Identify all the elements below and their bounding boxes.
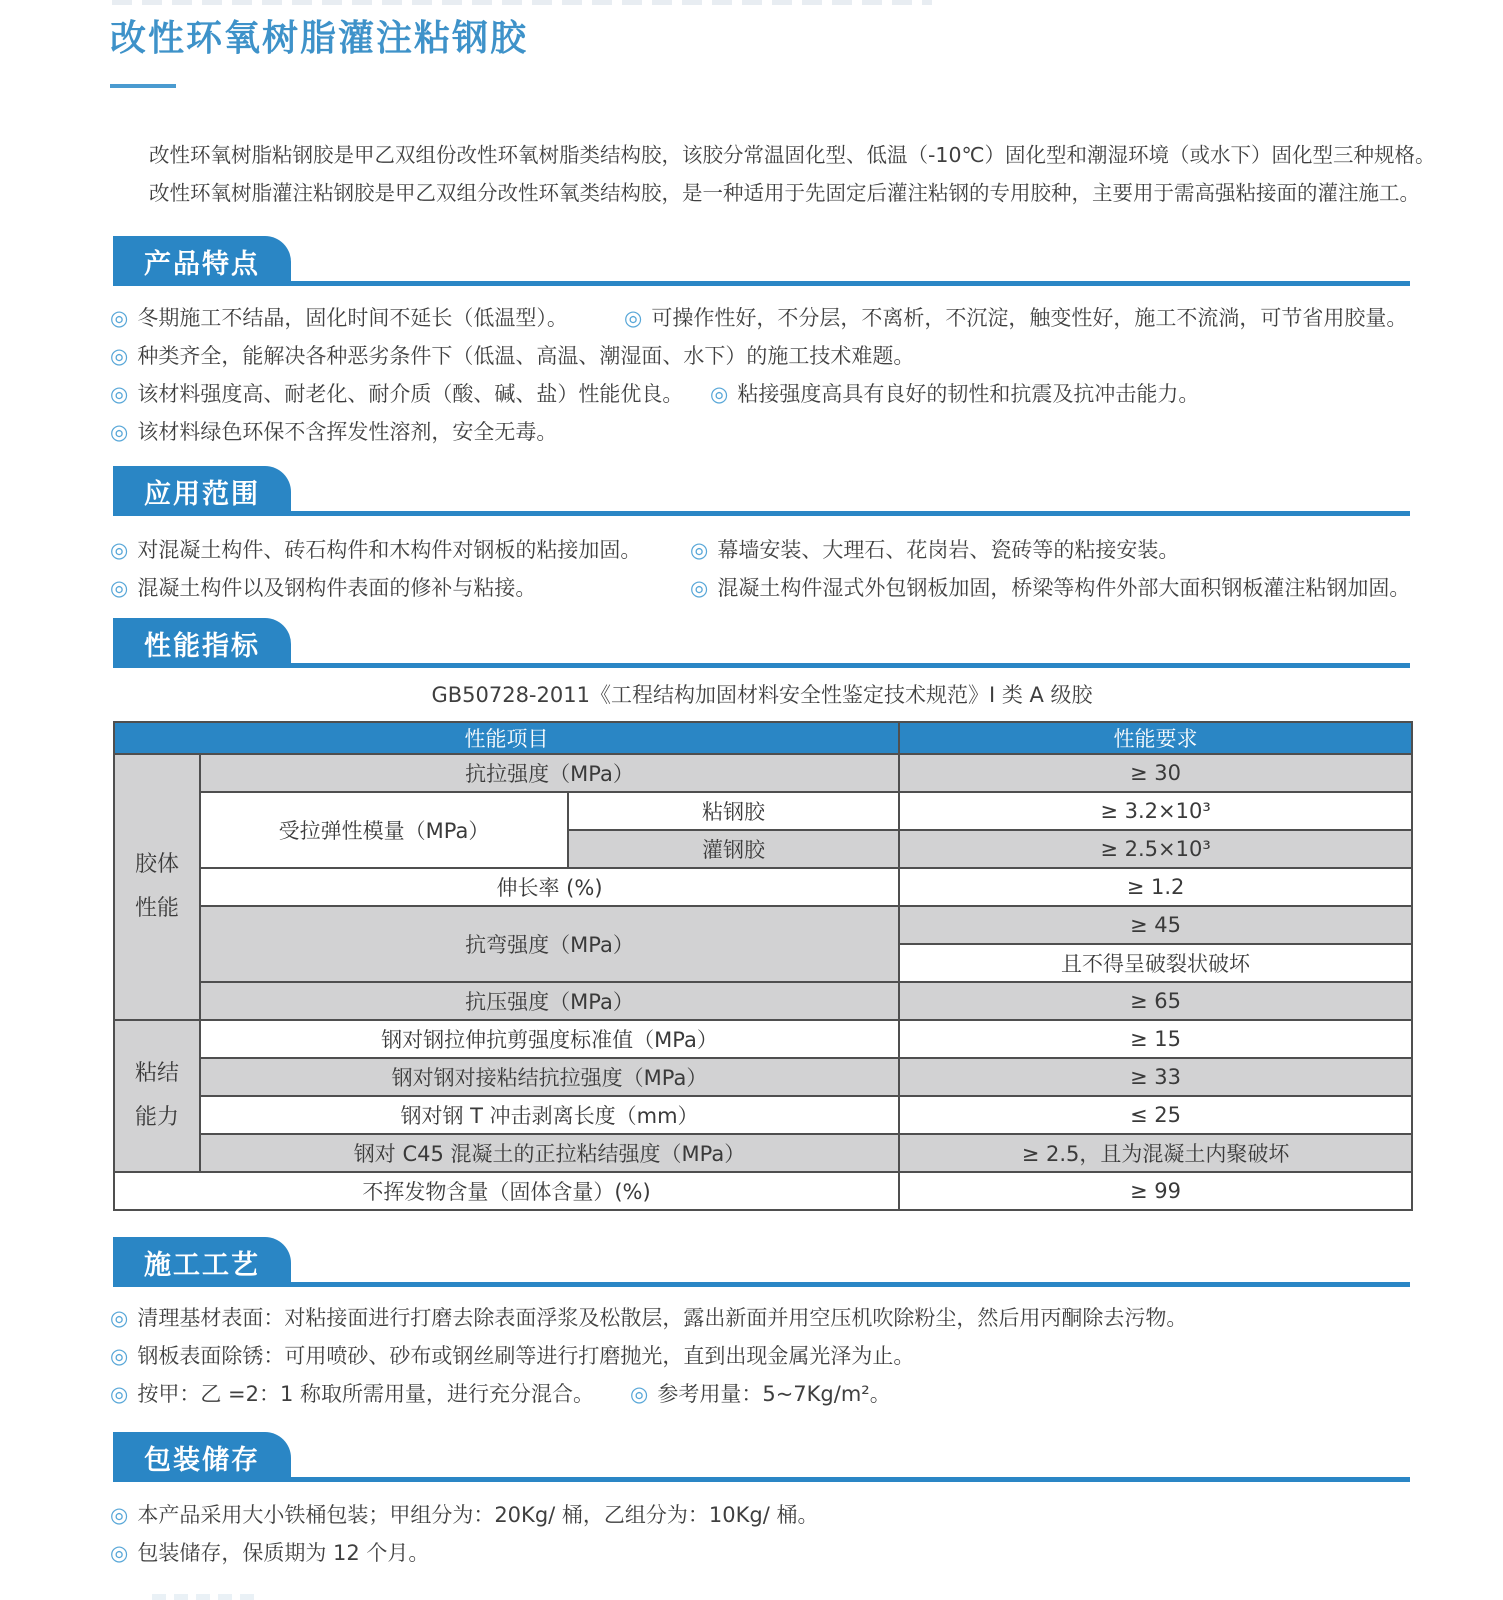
table-header-item: 性能项目 <box>114 722 899 754</box>
table-cell-value: ≥ 45 <box>899 906 1412 944</box>
list-item <box>110 1337 914 1375</box>
list-item <box>630 1375 891 1413</box>
table-cell-label: 不挥发物含量（固体含量）(%) <box>114 1172 899 1210</box>
table-cell-label: 钢对钢拉伸抗剪强度标准值（MPa） <box>200 1020 899 1058</box>
section-badge-applications: 应用范围 <box>113 466 291 516</box>
bullet-icon: ◎ <box>624 306 643 330</box>
list-item <box>690 569 1410 607</box>
intro-line: 改性环氧树脂灌注粘钢胶是甲乙双组分改性环氧类结构胶，是一种适用于先固定后灌注粘钢的专用胶种，主要用于需高强粘接面的灌注施工。 <box>149 181 1420 205</box>
list-item <box>110 413 557 451</box>
list-item <box>110 569 536 607</box>
table-cell-sublabel: 灌钢胶 <box>568 830 899 868</box>
page-title: 改性环氧树脂灌注粘钢胶 <box>110 18 529 59</box>
list-item-text: 本产品采用大小铁桶包装；甲组分为：20Kg/ 桶，乙组分为：10Kg/ 桶。 <box>137 1503 819 1527</box>
list-item-text: 该材料强度高、耐老化、耐介质（酸、碱、盐）性能优良。 <box>137 382 684 406</box>
section-badge-process: 施工工艺 <box>113 1237 291 1287</box>
table-cell-label: 钢对 C45 混凝土的正拉粘结强度（MPa） <box>200 1134 899 1172</box>
list-item-text: 混凝土构件以及钢构件表面的修补与粘接。 <box>137 576 537 600</box>
bullet-row <box>110 1496 1410 1534</box>
bullet-row <box>110 531 1410 569</box>
list-item-text: 幕墙安装、大理石、花岗岩、瓷砖等的粘接安装。 <box>717 538 1180 562</box>
table-row <box>114 906 1412 944</box>
section-divider-line <box>113 1477 1410 1482</box>
bullet-icon: ◎ <box>690 538 709 562</box>
performance-table-caption: GB50728-2011《工程结构加固材料安全性鉴定技术规范》I 类 A 级胶 <box>431 683 1093 707</box>
list-item-text: 按甲：乙 =2：1 称取所需用量，进行充分混合。 <box>137 1382 594 1406</box>
bullet-row <box>110 299 1410 337</box>
section-divider-line <box>113 511 1410 516</box>
list-item-text: 该材料绿色环保不含挥发性溶剂，安全无毒。 <box>137 420 558 444</box>
section-header-applications <box>113 466 1410 516</box>
table-cell-value: ≥ 2.5，且为混凝土内聚破坏 <box>899 1134 1412 1172</box>
list-item <box>110 337 914 375</box>
bullet-icon: ◎ <box>110 1503 129 1527</box>
table-row <box>114 1134 1412 1172</box>
list-item-text: 可操作性好，不分层，不离析，不沉淀，触变性好，施工不流淌，可节省用胶量。 <box>651 306 1408 330</box>
list-item-text: 钢板表面除锈：可用喷砂、砂布或钢丝刷等进行打磨抛光，直到出现金属光泽为止。 <box>137 1344 915 1368</box>
intro-paragraph <box>149 136 1436 212</box>
bullet-row <box>110 375 1410 413</box>
bullet-icon: ◎ <box>110 1306 129 1330</box>
bullet-icon: ◎ <box>110 382 129 406</box>
table-cell-value: ≥ 33 <box>899 1058 1412 1096</box>
applications-bullet-list <box>110 531 1410 607</box>
bullet-row <box>110 413 1410 451</box>
cropped-text-artifact-top <box>112 0 932 5</box>
process-bullet-list <box>110 1299 1410 1413</box>
bullet-icon: ◎ <box>630 1382 649 1406</box>
list-item <box>110 375 683 413</box>
list-item-text: 粘接强度高具有良好的韧性和抗震及抗冲击能力。 <box>737 382 1200 406</box>
table-cell-label: 抗弯强度（MPa） <box>200 906 899 982</box>
table-cell-value: ≥ 3.2×10³ <box>899 792 1412 830</box>
table-cell-value: ≥ 99 <box>899 1172 1412 1210</box>
list-item <box>110 1496 818 1534</box>
section-badge-performance: 性能指标 <box>113 618 291 668</box>
bullet-icon: ◎ <box>110 306 129 330</box>
bullet-row <box>110 1299 1410 1337</box>
section-divider-line <box>113 1282 1410 1287</box>
bullet-icon: ◎ <box>110 1344 129 1368</box>
table-group-cell-bonding: 粘结能力 <box>114 1020 200 1172</box>
table-cell-label: 伸长率 (%) <box>200 868 899 906</box>
table-cell-value: 且不得呈破裂状破坏 <box>899 944 1412 982</box>
list-item <box>110 1534 429 1572</box>
bullet-row <box>110 1375 1410 1413</box>
cropped-text-artifact-bottom <box>152 1594 262 1600</box>
table-cell-value: ≥ 1.2 <box>899 868 1412 906</box>
table-cell-value: ≥ 2.5×10³ <box>899 830 1412 868</box>
table-cell-value: ≥ 65 <box>899 982 1412 1020</box>
table-cell-sublabel: 粘钢胶 <box>568 792 899 830</box>
table-row <box>114 1058 1412 1096</box>
section-divider-line <box>113 663 1410 668</box>
table-row <box>114 1020 1412 1058</box>
features-bullet-list <box>110 299 1410 451</box>
table-row <box>114 982 1412 1020</box>
intro-line: 改性环氧树脂粘钢胶是甲乙双组份改性环氧树脂类结构胶，该胶分常温固化型、低温（-10℃）固化型和潮湿环境（或水下）固化型三种规格。 <box>149 143 1436 167</box>
table-cell-label: 钢对钢 T 冲击剥离长度（mm） <box>200 1096 899 1134</box>
list-item <box>690 531 1179 569</box>
bullet-row <box>110 1534 1410 1572</box>
section-badge-packaging: 包装储存 <box>113 1432 291 1482</box>
list-item <box>110 1299 1187 1337</box>
table-cell-label: 钢对钢对接粘结抗拉强度（MPa） <box>200 1058 899 1096</box>
bullet-icon: ◎ <box>110 576 129 600</box>
list-item <box>110 1375 594 1413</box>
table-header-row <box>114 722 1412 754</box>
table-row <box>114 868 1412 906</box>
table-cell-label: 抗压强度（MPa） <box>200 982 899 1020</box>
list-item-text: 清理基材表面：对粘接面进行打磨去除表面浮浆及松散层，露出新面并用空压机吹除粉尘，然后用丙酮除去污物。 <box>137 1306 1188 1330</box>
packaging-bullet-list <box>110 1496 1410 1572</box>
list-item <box>710 375 1199 413</box>
table-row <box>114 754 1412 792</box>
table-row <box>114 1172 1412 1210</box>
list-item-text: 包装储存，保质期为 12 个月。 <box>137 1541 430 1565</box>
bullet-icon: ◎ <box>110 538 129 562</box>
table-cell-value: ≥ 15 <box>899 1020 1412 1058</box>
bullet-icon: ◎ <box>110 1541 129 1565</box>
section-header-packaging <box>113 1432 1410 1482</box>
bullet-row <box>110 569 1410 607</box>
bullet-icon: ◎ <box>110 344 129 368</box>
table-cell-value: ≥ 30 <box>899 754 1412 792</box>
section-badge-features: 产品特点 <box>113 236 291 286</box>
performance-table <box>113 721 1413 1211</box>
section-header-performance <box>113 618 1410 668</box>
table-row <box>114 792 1412 830</box>
list-item <box>110 299 568 337</box>
list-item <box>110 531 641 569</box>
table-row <box>114 1096 1412 1134</box>
bullet-icon: ◎ <box>110 420 129 444</box>
section-header-process <box>113 1237 1410 1287</box>
table-cell-label: 抗拉强度（MPa） <box>200 754 899 792</box>
list-item-text: 冬期施工不结晶，固化时间不延长（低温型）。 <box>137 306 568 330</box>
bullet-row <box>110 337 1410 375</box>
list-item-text: 对混凝土构件、砖石构件和木构件对钢板的粘接加固。 <box>137 538 642 562</box>
table-cell-label: 受拉弹性模量（MPa） <box>200 792 568 868</box>
list-item-text: 参考用量：5~7Kg/m²。 <box>657 1382 891 1406</box>
list-item <box>624 299 1407 337</box>
bullet-icon: ◎ <box>710 382 729 406</box>
bullet-row <box>110 1337 1410 1375</box>
table-header-requirement: 性能要求 <box>899 722 1412 754</box>
table-cell-value: ≤ 25 <box>899 1096 1412 1134</box>
section-divider-line <box>113 281 1410 286</box>
bullet-icon: ◎ <box>690 576 709 600</box>
bullet-icon: ◎ <box>110 1382 129 1406</box>
title-underline-dash <box>110 84 176 88</box>
section-header-features <box>113 236 1410 286</box>
table-group-cell-adhesive: 胶体性能 <box>114 754 200 1020</box>
list-item-text: 种类齐全，能解决各种恶劣条件下（低温、高温、潮湿面、水下）的施工技术难题。 <box>137 344 915 368</box>
list-item-text: 混凝土构件湿式外包钢板加固，桥梁等构件外部大面积钢板灌注粘钢加固。 <box>717 576 1411 600</box>
